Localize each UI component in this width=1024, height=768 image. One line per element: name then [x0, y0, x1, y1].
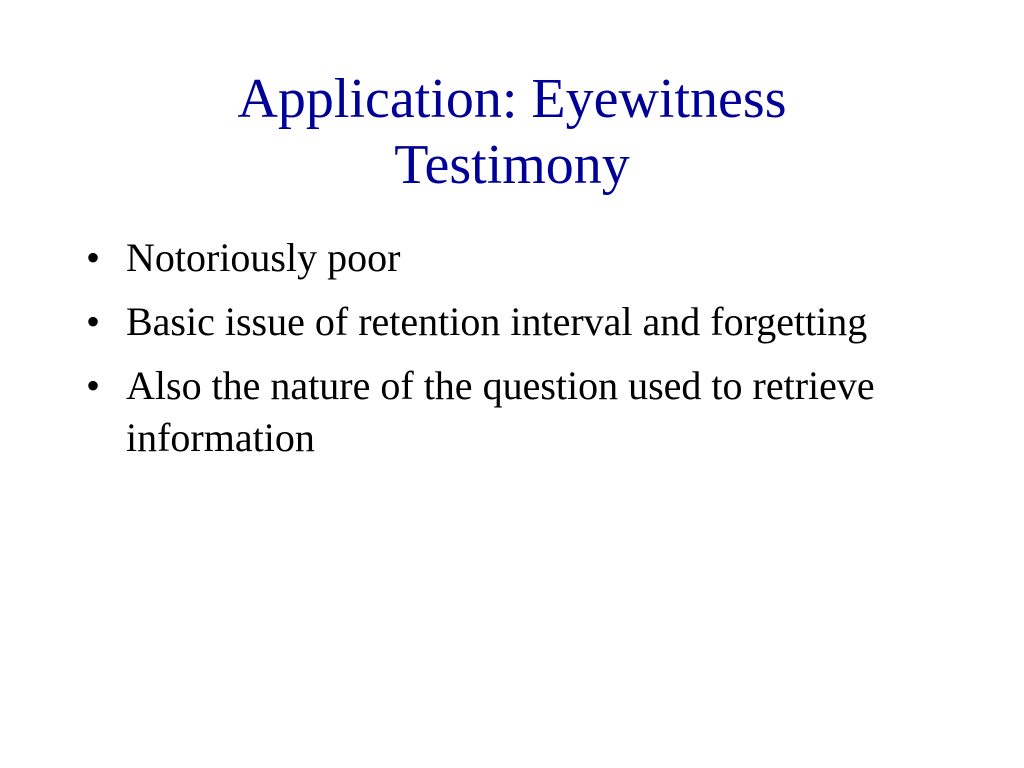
title-line-2: Testimony — [394, 134, 630, 196]
bullet-text: Also the nature of the question used to retrieve information — [126, 363, 875, 460]
bullet-item — [84, 360, 924, 464]
bullet-item — [84, 232, 924, 284]
bullet-list — [84, 232, 924, 476]
bullet-item — [84, 296, 924, 348]
bullet-icon: • — [86, 235, 101, 280]
title-line-1: Application: Eyewitness — [237, 68, 787, 130]
bullet-text: Notoriously poor — [126, 235, 401, 280]
slide-title — [112, 66, 912, 198]
bullet-icon: • — [86, 299, 101, 344]
bullet-text: Basic issue of retention interval and forgetting — [126, 299, 868, 344]
bullet-icon: • — [86, 363, 101, 408]
